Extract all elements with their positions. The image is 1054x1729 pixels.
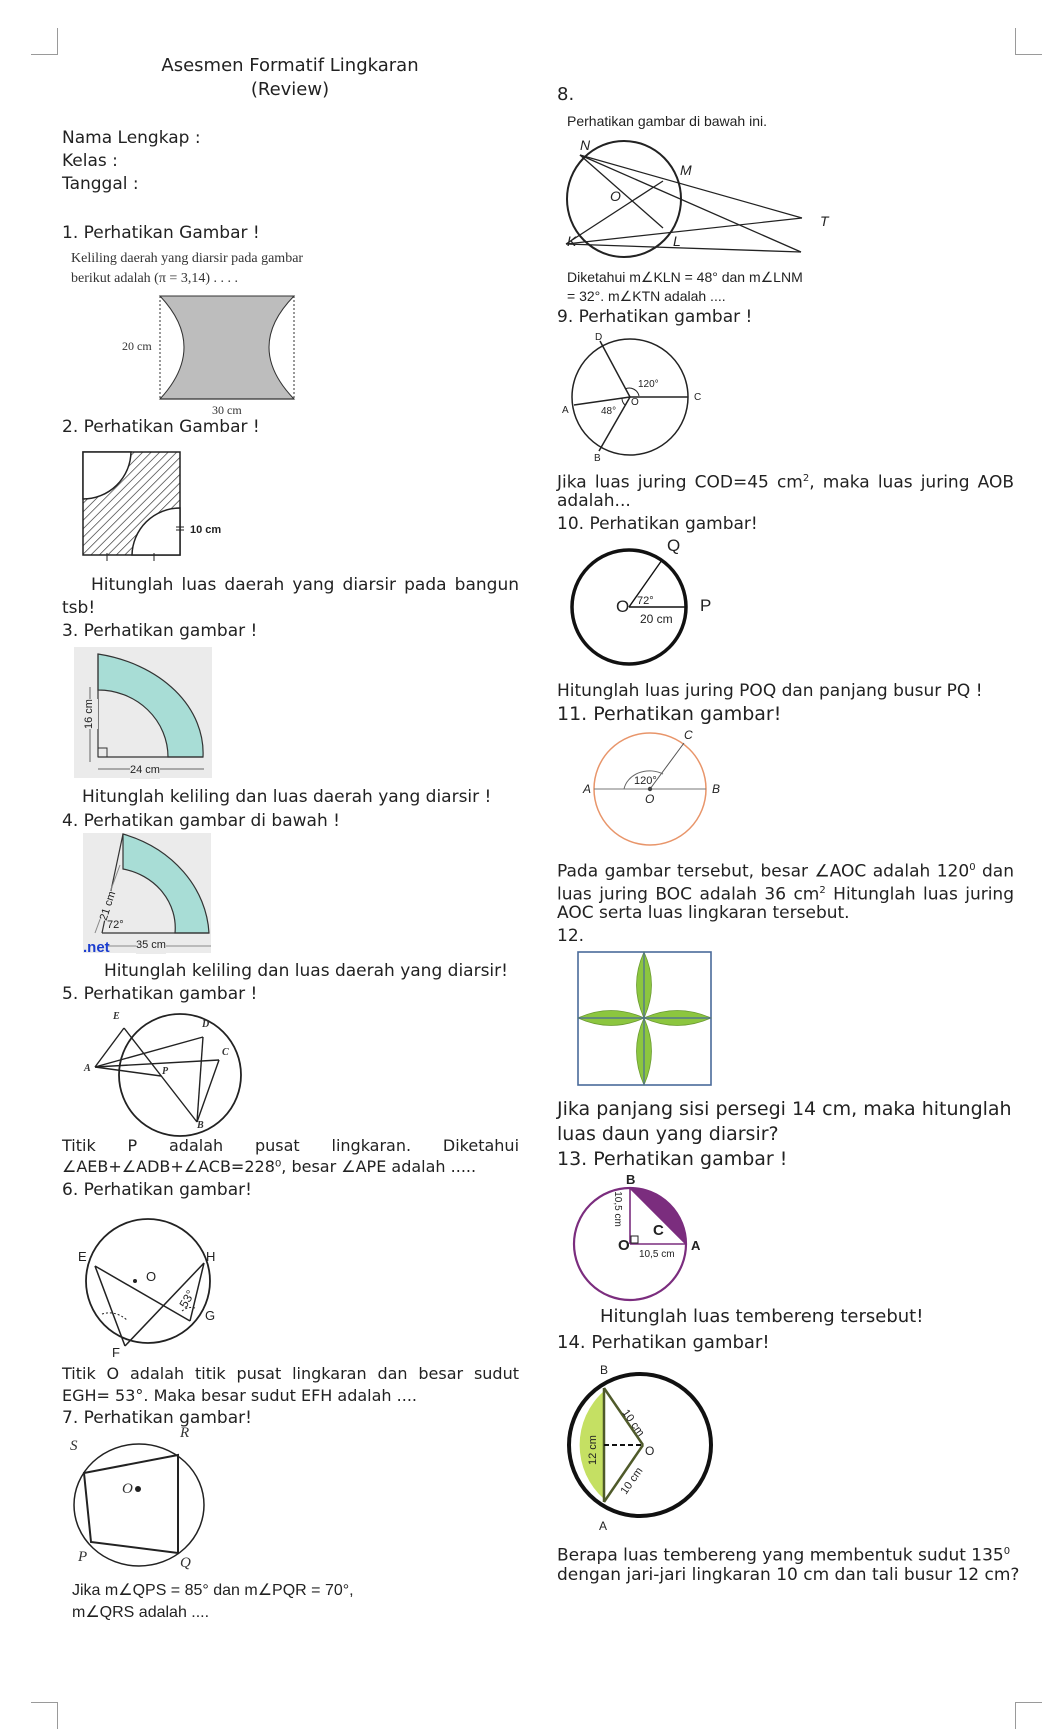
q2-heading: 2. Perhatikan Gambar ! [62, 417, 260, 437]
q6-label-angle: 53° [176, 1287, 198, 1311]
q12-heading: 12. [557, 926, 585, 946]
q14-text-line1: Berapa luas tembereng yang membentuk sudut $135^0$ [557, 1545, 1011, 1566]
q14-point-o: O [645, 1444, 655, 1458]
q11-point-c: C [684, 728, 693, 742]
q6-heading: 6. Perhatikan gambar! [62, 1180, 252, 1200]
q7-figure [74, 1440, 214, 1570]
q9-point-d: D [595, 332, 603, 343]
q6-point-h: H [206, 1249, 216, 1264]
q5-text-line2: ∠AEB+∠ADB+∠ACB=228⁰, besar ∠APE adalah ..... [62, 1157, 477, 1176]
q2-text-line2: tsb! [62, 598, 96, 618]
q4-label-horizontal: 35 cm [136, 936, 166, 954]
q11-point-a: A [583, 782, 592, 796]
q1-heading: 1. Perhatikan Gambar ! [62, 223, 260, 243]
q8-point-k: K [567, 233, 577, 249]
q13-text: Hitunglah luas tembereng tersebut! [600, 1306, 924, 1327]
q3-label-horizontal: 24 cm [130, 761, 160, 779]
q10-figure [570, 545, 690, 670]
field-nama-lengkap: Nama Lengkap : [62, 128, 201, 148]
q10-point-o: O [616, 597, 630, 616]
q13-point-a: A [691, 1238, 701, 1253]
q1-text-line2: berikut adalah (π = 3,14) . . . . [71, 271, 238, 286]
q4-label-slant: 21 cm [95, 889, 121, 923]
q7-point-q: Q [180, 1555, 191, 1571]
q3-heading: 3. Perhatikan gambar ! [62, 621, 258, 641]
q7-text-line1: Jika m∠QPS = 85° dan m∠PQR = 70°, [72, 1582, 354, 1599]
q4-watermark: .net [83, 939, 110, 956]
q6-point-o: O [146, 1269, 157, 1284]
q4-label-angle: 72° [107, 919, 124, 931]
q14-label-chord: 12 cm [586, 1435, 599, 1465]
q9-text-line2: adalah... [557, 491, 631, 511]
q5-point-p: P [162, 1066, 169, 1077]
q2-figure [83, 452, 183, 562]
q11-text-line3: AOC serta luas lingkaran tersebut. [557, 903, 850, 923]
crop-mark-top-left [31, 28, 58, 55]
q6-text-line1: Titik O adalah titik pusat lingkaran dan besar sudut [62, 1364, 519, 1383]
q8-intro: Perhatikan gambar di bawah ini. [567, 113, 768, 129]
q9-heading: 9. Perhatikan gambar ! [557, 307, 753, 327]
q5-point-c: C [222, 1047, 229, 1058]
crop-mark-bottom-right [1015, 1702, 1042, 1729]
q8-point-n: N [580, 137, 591, 153]
q6-point-e: E [78, 1249, 87, 1264]
q9-text-line1: Jika luas juring COD=45 $cm^2$, maka luas juring AOB [557, 472, 1014, 493]
q14-point-a: A [599, 1519, 608, 1533]
q11-text-line2: luas juring BOC adalah 36 $cm^2$ Hitunglah luas juring [557, 884, 1014, 905]
q5-text-line1: Titik P adalah pusat lingkaran. Diketahui [62, 1136, 520, 1155]
q5-heading: 5. Perhatikan gambar ! [62, 984, 258, 1004]
q6-point-g: G [205, 1308, 216, 1323]
q7-point-r: R [180, 1425, 190, 1441]
q8-heading: 8. [557, 84, 575, 105]
crop-mark-bottom-left [31, 1702, 58, 1729]
q9-point-a: A [562, 405, 569, 416]
q14-label-radius-top: 10 cm [619, 1407, 647, 1439]
q8-figure-lines [566, 140, 826, 250]
q9-point-o: O [631, 397, 639, 408]
q13-point-b: B [626, 1172, 636, 1187]
q2-label: 10 cm [190, 524, 222, 536]
q8-point-o: O [610, 188, 621, 204]
q8-point-m: M [680, 162, 692, 178]
q10-text: Hitunglah luas juring POQ dan panjang busur PQ ! [557, 681, 983, 701]
q11-point-o: O [645, 792, 655, 806]
q14-label-radius-bottom: 10 cm [618, 1465, 646, 1497]
q13-point-c: C [653, 1222, 664, 1239]
q8-point-l: L [673, 233, 681, 249]
q8-text-line1: Diketahui m∠KLN = 48° dan m∠LNM [567, 269, 803, 285]
crop-mark-top-right [1015, 28, 1042, 55]
q13-heading: 13. Perhatikan gambar ! [557, 1148, 788, 1170]
q10-heading: 10. Perhatikan gambar! [557, 514, 758, 534]
q10-label-angle: 72° [637, 595, 654, 607]
q6-text-line2: EGH= 53°. Maka besar sudut EFH adalah .... [62, 1386, 417, 1405]
q8-point-t: T [820, 213, 829, 229]
field-tanggal: Tanggal : [62, 174, 139, 194]
q9-label-angle-small: 48° [601, 406, 617, 417]
q12-text-line1: Jika panjang sisi persegi 14 cm, maka hitunglah [557, 1098, 1012, 1120]
q1-text-line1: Keliling daerah yang diarsir pada gambar [71, 251, 304, 266]
q11-label-angle: 120° [634, 775, 657, 787]
title-line-1: Asesmen Formatif Lingkaran [161, 55, 419, 76]
q5-point-a: A [84, 1063, 91, 1074]
q14-text-line2: dengan jari-jari lingkaran 10 cm dan tali busur 12 cm? [557, 1565, 1020, 1585]
q3-text: Hitunglah keliling dan luas daerah yang diarsir ! [82, 787, 492, 807]
q12-text-line2: luas daun yang diarsir? [557, 1123, 779, 1145]
q9-label-angle-large: 120° [638, 379, 659, 390]
q7-text-line2: m∠QRS adalah .... [72, 1604, 210, 1621]
q9-point-b: B [594, 453, 601, 464]
q7-point-o: O [122, 1481, 133, 1497]
q6-point-f: F [112, 1345, 120, 1360]
q13-figure [574, 1186, 694, 1302]
q9-point-c: C [694, 392, 702, 403]
document-title [140, 54, 440, 102]
q9-figure [570, 337, 690, 457]
q7-point-p: P [78, 1549, 88, 1565]
q1-label-width: 30 cm [212, 403, 242, 417]
q5-point-b: B [197, 1120, 204, 1131]
q14-heading: 14. Perhatikan gambar! [557, 1332, 770, 1353]
q11-point-b: B [712, 782, 721, 796]
q10-point-q: Q [667, 536, 681, 555]
q5-point-e: E [113, 1011, 120, 1022]
q13-label-horizontal: 10,5 cm [639, 1249, 675, 1260]
q7-heading: 7. Perhatikan gambar! [62, 1408, 252, 1428]
q1-label-height: 20 cm [122, 339, 152, 353]
q11-heading: 11. Perhatikan gambar! [557, 703, 782, 725]
title-line-2: (Review) [250, 79, 330, 100]
q5-figure [80, 1008, 240, 1138]
q14-point-b: B [600, 1363, 609, 1377]
q4-heading: 4. Perhatikan gambar di bawah ! [62, 811, 340, 831]
q3-label-vertical: 16 cm [80, 699, 98, 729]
q5-point-d: D [202, 1019, 210, 1030]
q11-text-line1: Pada gambar tersebut, besar ∠AOC adalah $120^0$ dan [557, 861, 1014, 882]
q1-figure [160, 296, 300, 406]
q13-point-o: O [618, 1237, 630, 1254]
q4-text: Hitunglah keliling dan luas daerah yang diarsir! [104, 961, 508, 981]
q10-point-p: P [700, 596, 712, 615]
field-kelas: Kelas : [62, 151, 118, 171]
q8-text-line2: = 32°. m∠KTN adalah .... [567, 288, 726, 304]
q7-point-s: S [70, 1438, 78, 1454]
q13-label-vertical: 10,5 cm [611, 1191, 623, 1227]
q2-text-line1: Hitunglah luas daerah yang diarsir pada bangun [91, 575, 519, 595]
q12-figure [577, 951, 713, 1087]
q10-label-radius: 20 cm [640, 612, 673, 626]
